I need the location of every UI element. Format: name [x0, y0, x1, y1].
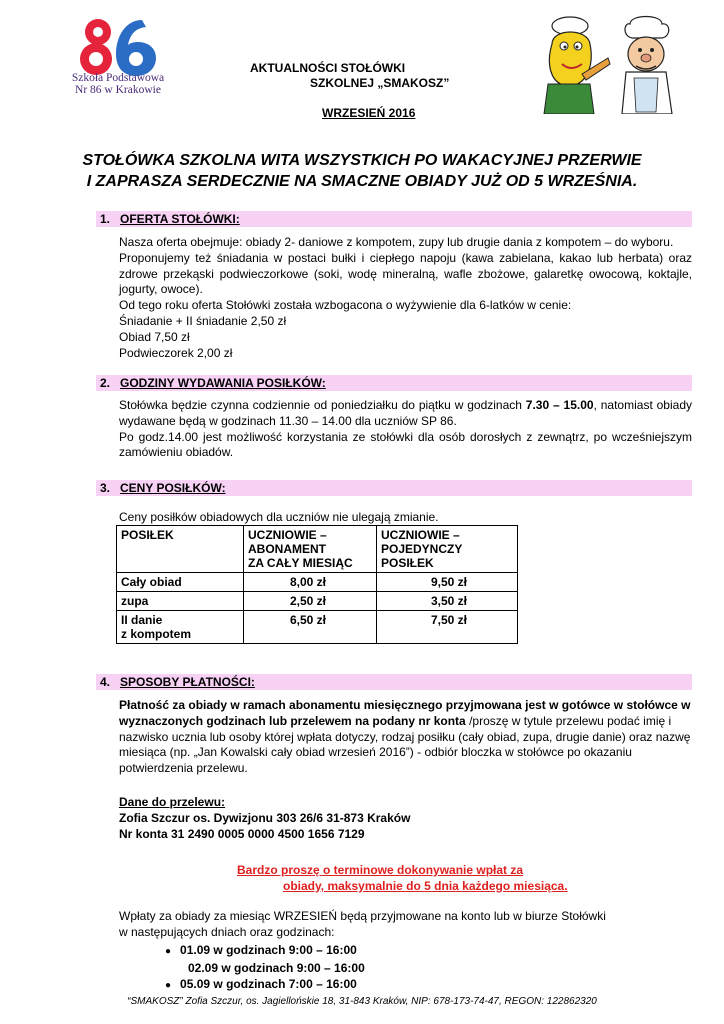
list-item	[165, 942, 365, 960]
payments-intro-line-2: w następujących dniach oraz godzinach:	[119, 924, 335, 939]
header-subscription-line-1: UCZNIOWIE –	[248, 528, 327, 542]
section-3-title: CENY POSIŁKÓW:	[120, 481, 226, 495]
subscription-price: 8,00 zł	[244, 573, 377, 592]
hours-text-before: Stołówka będzie czynna codziennie od poniedziałku do piątku w godzinach	[119, 398, 526, 412]
logo-digit-six	[116, 20, 156, 76]
header-single-line-2: POJEDYNCZY	[381, 542, 463, 556]
section-1-body	[119, 235, 692, 361]
header-subscription-line-2: ABONAMENT	[248, 542, 326, 556]
single-price: 9,50 zł	[377, 573, 518, 592]
header-month: WRZESIEŃ 2016	[322, 106, 416, 120]
subscription-price: 2,50 zł	[244, 592, 377, 611]
header-cell-meal	[117, 526, 244, 573]
hours-text-after: , natomiast obiady wydawane będą w godzinach 11.30 – 14.00 dla uczniów SP 86.	[119, 398, 692, 428]
section-3-header	[96, 480, 692, 496]
subscription-price: 6,50 zł	[244, 611, 377, 644]
section-2-header	[96, 375, 692, 391]
offer-line-4: Śniadanie + II śniadanie 2,50 zł	[119, 313, 287, 328]
right-chef-figure	[622, 17, 672, 115]
list-item	[165, 960, 365, 976]
payments-intro	[119, 909, 692, 941]
chef-cartoon-illustration	[538, 14, 688, 114]
payment-reminder-line-2: obiady, maksymalnie do 5 dnia każdego miesiąca.	[283, 879, 568, 893]
payments-intro-line-1: Wpłaty za obiady za miesiąc WRZESIEŃ będą przyjmowane na konto lub w biurze Stołówki	[119, 909, 606, 923]
left-chef-figure	[544, 17, 610, 114]
payment-date: 01.09 w godzinach 9:00 – 16:00	[180, 943, 357, 957]
transfer-account-number: Nr konta 31 2490 0005 0000 4500 1656 7129	[119, 826, 365, 841]
transfer-heading: Dane do przelewu:	[119, 795, 226, 809]
price-table-header-row	[117, 526, 518, 573]
header-cell-single	[377, 526, 518, 573]
section-1-number: 1.	[100, 212, 111, 226]
section-4-title: SPOSOBY PŁATNOŚCI:	[120, 675, 255, 689]
single-price: 3,50 zł	[377, 592, 518, 611]
section-3-number: 3.	[100, 481, 111, 495]
single-price: 7,50 zł	[377, 611, 518, 644]
logo-line-1: Szkoła Podstawowa	[71, 72, 165, 84]
section-2-title: GODZINY WYDAWANIA POSIŁKÓW:	[120, 376, 326, 390]
payment-date: 02.09 w godzinach 9:00 – 16:00	[188, 961, 365, 975]
page-footer: “SMAKOSZ” Zofia Szczur, os. Jagiellońskie 18, 31-843 Kraków, NIP: 678-173-74-47, REGON: 122862320	[127, 996, 597, 1007]
offer-line-2: Proponujemy też śniadania w postaci bułki i ciepłego napoju (kawa zabielana, kakao lub herbata) oraz zdrowe przekąski podwieczorkowe (soki, wodę mineralną, wafle zbożowe, galaretkę owocową, koktajle, jogurty, owoce).	[119, 250, 692, 297]
header-single-line-1: UCZNIOWIE –	[381, 528, 460, 542]
logo-line-2: Nr 86 w Krakowie	[75, 84, 161, 96]
header-meal-text: POSIŁEK	[121, 528, 174, 542]
header-title	[250, 61, 490, 91]
table-row	[117, 592, 518, 611]
payment-instructions-text: /proszę w tytule przelewu podać imię i nazwisko ucznia lub osoby której wpłata dotyczy, rodzaj posiłku (cały obiad, zupa, drugie danie) oraz nazwę miesiąca (np. „Jan Kowalski cały obiad wrzesień 2016”) - odbiór bloczka w stołówce po okazaniu potwierdzenia przelewu.	[119, 713, 691, 776]
bullet-icon: ●	[165, 980, 172, 991]
payment-bold-text: Płatność za obiady w ramach abonamentu miesięcznego przyjmowana jest w gotówce w stołówce w wyznaczonych godzinach lub przelewem na podany nr konta	[119, 698, 691, 728]
transfer-details	[119, 795, 692, 842]
headline-line-2: I ZAPRASZA SERDECZNIE NA SMACZNE OBIADY JUŻ OD 5 WRZEŚNIA.	[86, 173, 638, 190]
header-title-line-1: AKTUALNOŚCI STOŁÓWKI	[250, 61, 406, 75]
bullet-icon: ●	[165, 946, 172, 957]
hours-paragraph-1	[119, 398, 692, 430]
meal-name	[117, 611, 244, 644]
opening-hours: 7.30 – 15.00	[525, 398, 594, 412]
section-2-number: 2.	[100, 376, 111, 390]
list-item	[165, 976, 365, 994]
table-row	[117, 611, 518, 644]
offer-line-1: Nasza oferta obejmuje: obiady 2- daniowe z kompotem, zupy lub drugie dania z kompotem – do wyboru.	[119, 235, 674, 249]
meal-name-line-1: II danie	[121, 613, 163, 627]
section-2-body	[119, 398, 692, 461]
welcome-headline	[40, 150, 684, 192]
meal-name: Cały obiad	[117, 573, 244, 592]
section-4-number: 4.	[100, 675, 111, 689]
table-row	[117, 573, 518, 592]
price-table	[116, 525, 518, 644]
header-subscription-line-3: ZA CAŁY MIESIĄC	[248, 556, 353, 570]
section-1-title: OFERTA STOŁÓWKI:	[120, 212, 240, 226]
meal-name: zupa	[117, 592, 244, 611]
payment-reminder-line-1: Bardzo proszę o terminowe dokonywanie wpłat za	[237, 863, 524, 877]
hours-paragraph-2: Po godz.14.00 jest możliwość korzystania ze stołówki dla osób dorosłych z zewnątrz, po wcześniejszym zamówieniu obiadów.	[119, 429, 692, 460]
payment-dates-list	[165, 942, 365, 994]
meal-name-line-2: z kompotem	[121, 627, 192, 641]
header-single-line-3: POSIŁEK	[381, 556, 434, 570]
school-logo-text	[57, 72, 179, 96]
offer-line-3: Od tego roku oferta Stołówki została wzbogacona o wyżywienie dla 6-latków w cenie:	[119, 298, 572, 313]
offer-line-5: Obiad 7,50 zł	[119, 329, 190, 344]
section-4-header	[96, 674, 692, 690]
section-1-header	[96, 211, 692, 227]
prices-intro: Ceny posiłków obiadowych dla uczniów nie ulegają zmianie.	[119, 510, 439, 524]
headline-line-1: STOŁÓWKA SZKOLNA WITA WSZYSTKICH PO WAKACYJNEJ PRZERWIE	[82, 152, 642, 169]
transfer-recipient: Zofia Szczur os. Dywizjonu 303 26/6 31-873 Kraków	[119, 810, 411, 825]
offer-line-6: Podwieczorek 2,00 zł	[119, 345, 233, 360]
payment-date: 05.09 w godzinach 7:00 – 16:00	[180, 977, 357, 991]
logo-digit-eight	[80, 19, 112, 75]
payment-paragraph	[119, 698, 692, 777]
header-cell-subscription	[244, 526, 377, 573]
header-title-line-2: SZKOLNEJ „SMAKOSZ”	[310, 76, 450, 90]
